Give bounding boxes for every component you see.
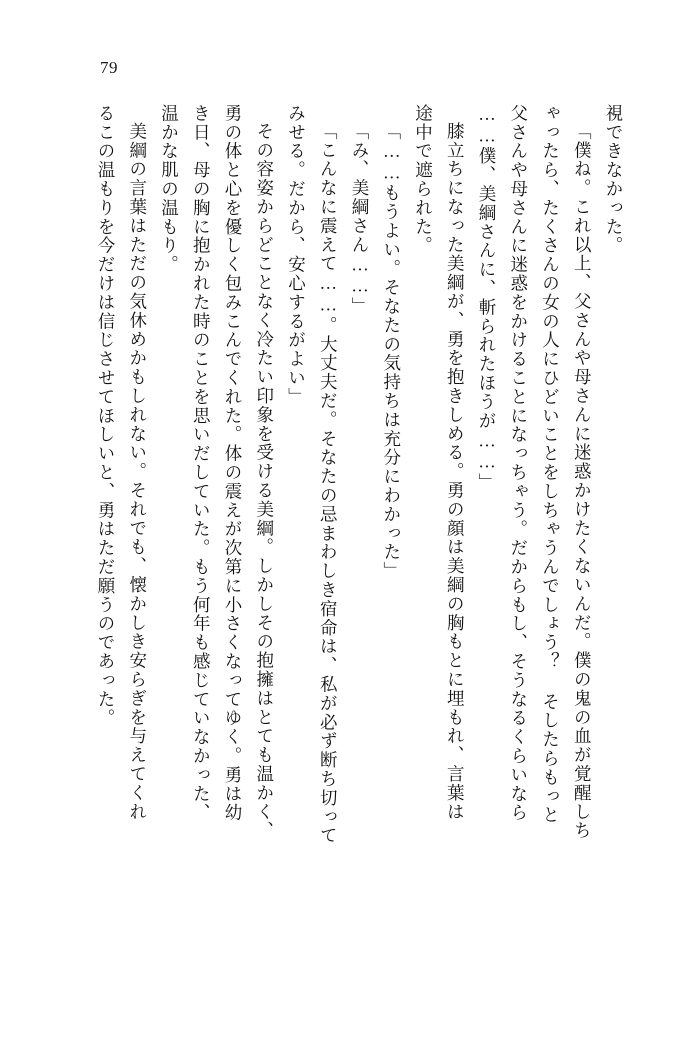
- text-line: ……僕、美綱さんに、斬られたほうが……」: [477, 104, 497, 492]
- text-line: 「み、美綱さん……」: [350, 122, 370, 316]
- text-line: ゃったら、たくさんの女の人にひどいことをしちゃうんでしょう？ そしたらもっと: [540, 104, 561, 825]
- text-line: 視できなかった。: [604, 104, 624, 256]
- vertical-text-body: [89, 104, 629, 970]
- text-line: 途中で遮られた。: [413, 104, 434, 256]
- text-line: 「僕ね。これ以上、父さんや母さんに迷惑かけたくないんだ。僕の鬼の血が覚醒しち: [572, 122, 593, 841]
- text-line: 美綱の言葉はただの気休めかもしれない。それでも、懐かしき安らぎを与えてくれ: [127, 122, 148, 822]
- text-line: みせる。だから、安心するがよい」: [286, 104, 307, 407]
- text-line: 膝立ちになった美綱が、勇を抱きしめる。勇の顔は美綱の胸もとに埋もれ、言葉は: [445, 122, 466, 822]
- text-line: 父さんや母さんに迷惑をかけることになっちゃう。だからもし、そうなるくらいなら: [508, 104, 529, 823]
- text-line: るこの温もりを今だけは信じさせてほしいと、勇はただ願うのであった。: [96, 104, 116, 728]
- text-line: 「こんなに震えて……。大丈夫だ。そなたの忌まわしき宿命は、私が必ず断ち切って: [318, 122, 339, 846]
- page-number: 79: [100, 58, 118, 77]
- text-line: き日、母の胸に抱かれた時のことを思いだしていた。もう何年も感じていなかった、: [191, 104, 212, 823]
- text-line: 勇の体と心を優しく包みこんでくれた。体の震えが次第に小さくなってゆく。勇は幼: [223, 104, 243, 823]
- text-line: 温かな肌の温もり。: [159, 104, 180, 275]
- text-line: 「……もうよい。そなたの気持ちは充分にわかった」: [381, 122, 402, 581]
- text-line: その容姿からどことなく冷たい印象を受ける美綱。しかしその抱擁はとても温かく、: [254, 122, 275, 841]
